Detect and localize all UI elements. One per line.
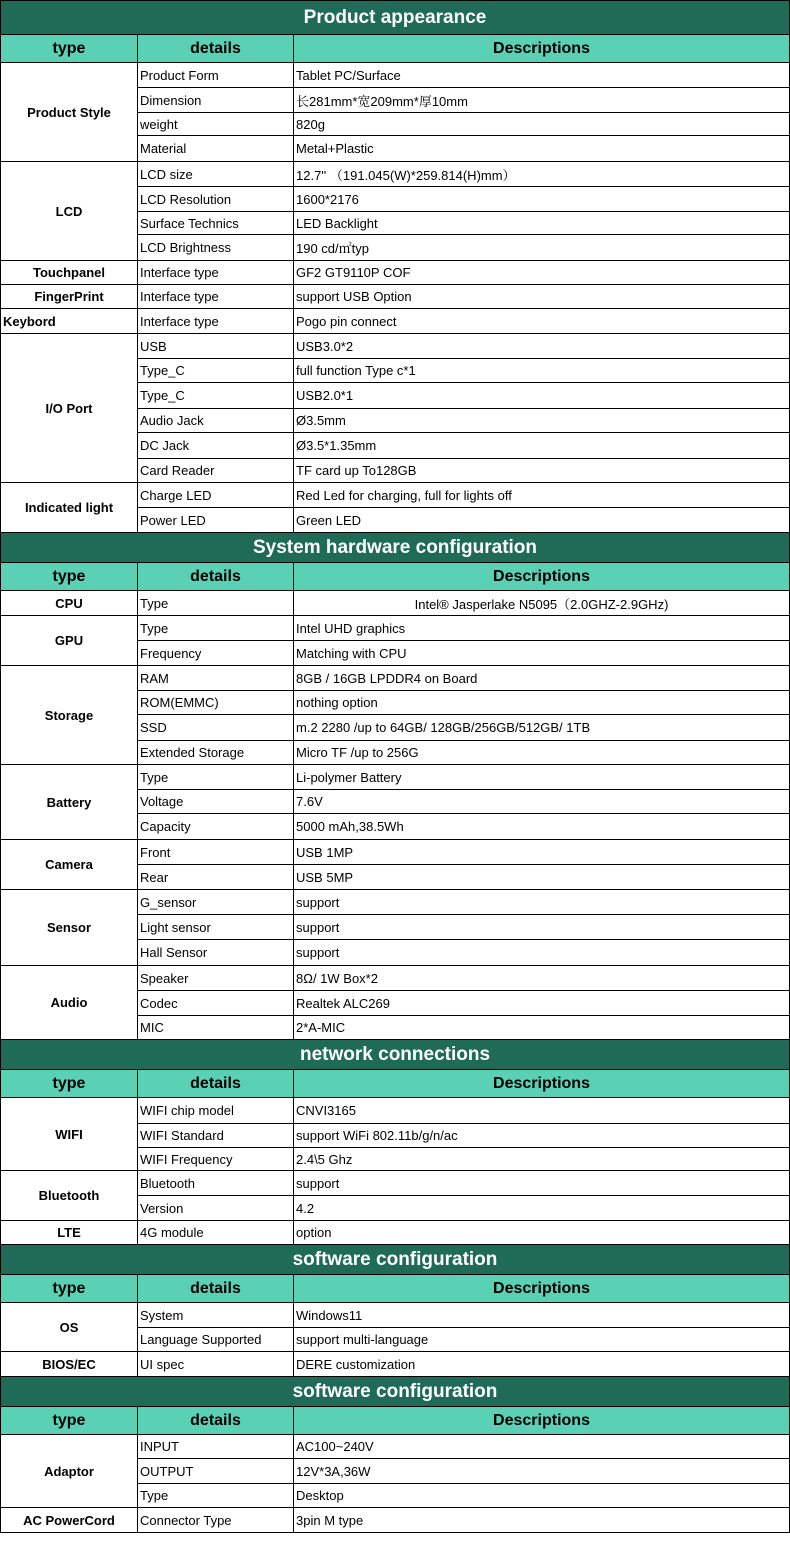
spec-description: support USB Option [294, 285, 790, 309]
spec-detail: Connector Type [138, 1508, 294, 1533]
section-title: network connections [1, 1040, 790, 1070]
spec-detail: System [138, 1303, 294, 1328]
spec-description: Ø3.5mm [294, 409, 790, 433]
spec-description: LED Backlight [294, 212, 790, 235]
spec-description: 5000 mAh,38.5Wh [294, 814, 790, 840]
column-header-type: type [1, 1407, 138, 1435]
spec-description: TF card up To128GB [294, 459, 790, 483]
spec-description: Intel UHD graphics [294, 616, 790, 641]
spec-description: Li-polymer Battery [294, 765, 790, 790]
column-header-type: type [1, 1070, 138, 1098]
column-header-descriptions: Descriptions [294, 1407, 790, 1435]
spec-detail: Voltage [138, 790, 294, 814]
section-title: software configuration [1, 1377, 790, 1407]
spec-detail: RAM [138, 666, 294, 691]
table-row [1, 63, 790, 88]
column-header-row [1, 1070, 790, 1098]
column-header-descriptions: Descriptions [294, 563, 790, 591]
spec-description: USB 1MP [294, 840, 790, 865]
spec-description: support [294, 1171, 790, 1196]
spec-detail: MIC [138, 1016, 294, 1040]
spec-detail: Version [138, 1196, 294, 1221]
column-header-details: details [138, 1275, 294, 1303]
spec-description: 190 cd/㎡typ [294, 235, 790, 261]
spec-description: 3pin M type [294, 1508, 790, 1533]
spec-detail: Interface type [138, 261, 294, 285]
spec-detail: Product Form [138, 63, 294, 88]
spec-description: 12V*3A,36W [294, 1459, 790, 1484]
spec-description: 1600*2176 [294, 187, 790, 212]
spec-description: support WiFi 802.11b/g/n/ac [294, 1124, 790, 1148]
spec-detail: Type [138, 1484, 294, 1508]
table-row [1, 591, 790, 616]
spec-detail: ROM(EMMC) [138, 691, 294, 715]
table-row [1, 261, 790, 285]
spec-table-body [1, 1, 790, 1533]
section-title: System hardware configuration [1, 533, 790, 563]
table-row [1, 162, 790, 187]
spec-detail: Type [138, 616, 294, 641]
column-header-type: type [1, 35, 138, 63]
spec-detail: LCD size [138, 162, 294, 187]
spec-detail: WIFI Frequency [138, 1148, 294, 1171]
spec-description: Micro TF /up to 256G [294, 741, 790, 765]
spec-description: support [294, 915, 790, 940]
column-header-type: type [1, 563, 138, 591]
spec-description: Intel® Jasperlake N5095（2.0GHZ-2.9GHz) [294, 591, 790, 616]
spec-description: GF2 GT9110P COF [294, 261, 790, 285]
column-header-descriptions: Descriptions [294, 1275, 790, 1303]
spec-description: AC100~240V [294, 1435, 790, 1459]
spec-description: Desktop [294, 1484, 790, 1508]
spec-description: option [294, 1221, 790, 1245]
section-title-row [1, 533, 790, 563]
column-header-details: details [138, 1407, 294, 1435]
spec-description: 8Ω/ 1W Box*2 [294, 966, 790, 991]
spec-detail: LCD Resolution [138, 187, 294, 212]
spec-detail: USB [138, 334, 294, 359]
table-row [1, 1171, 790, 1196]
spec-detail: Speaker [138, 966, 294, 991]
spec-category: Indicated light [1, 483, 138, 533]
spec-category: Sensor [1, 890, 138, 966]
section-title: Product appearance [1, 1, 790, 35]
spec-category: WIFI [1, 1098, 138, 1171]
spec-detail: Codec [138, 991, 294, 1016]
spec-detail: Capacity [138, 814, 294, 840]
column-header-row [1, 35, 790, 63]
spec-description: Pogo pin connect [294, 309, 790, 334]
column-header-descriptions: Descriptions [294, 1070, 790, 1098]
spec-description: m.2 2280 /up to 64GB/ 128GB/256GB/512GB/ 1TB [294, 715, 790, 741]
spec-detail: Bluetooth [138, 1171, 294, 1196]
section-title-row [1, 1377, 790, 1407]
column-header-type: type [1, 1275, 138, 1303]
spec-description: Matching with CPU [294, 641, 790, 666]
spec-detail: Type_C [138, 359, 294, 383]
spec-description: 820g [294, 113, 790, 136]
spec-category: OS [1, 1303, 138, 1352]
spec-category: CPU [1, 591, 138, 616]
spec-detail: Type [138, 765, 294, 790]
spec-description: 2*A-MIC [294, 1016, 790, 1040]
spec-description: CNVI3165 [294, 1098, 790, 1124]
spec-category: Bluetooth [1, 1171, 138, 1221]
column-header-details: details [138, 35, 294, 63]
section-title-row [1, 1245, 790, 1275]
spec-detail: Interface type [138, 285, 294, 309]
spec-description: Tablet PC/Surface [294, 63, 790, 88]
spec-description: Ø3.5*1.35mm [294, 433, 790, 459]
table-row [1, 1303, 790, 1328]
spec-description: support [294, 940, 790, 966]
spec-detail: SSD [138, 715, 294, 741]
spec-description: USB2.0*1 [294, 383, 790, 409]
spec-detail: Type_C [138, 383, 294, 409]
column-header-details: details [138, 563, 294, 591]
spec-category: BIOS/EC [1, 1352, 138, 1377]
column-header-row [1, 1275, 790, 1303]
table-row [1, 1098, 790, 1124]
spec-description: USB 5MP [294, 865, 790, 890]
spec-detail: Charge LED [138, 483, 294, 508]
spec-description: Windows11 [294, 1303, 790, 1328]
spec-description: 7.6V [294, 790, 790, 814]
spec-detail: DC Jack [138, 433, 294, 459]
spec-description: 2.4\5 Ghz [294, 1148, 790, 1171]
table-row [1, 966, 790, 991]
spec-detail: Hall Sensor [138, 940, 294, 966]
spec-detail: G_sensor [138, 890, 294, 915]
spec-category: GPU [1, 616, 138, 666]
spec-detail: WIFI Standard [138, 1124, 294, 1148]
table-row [1, 483, 790, 508]
spec-category: LTE [1, 1221, 138, 1245]
spec-category: LCD [1, 162, 138, 261]
spec-category: I/O Port [1, 334, 138, 483]
spec-description: nothing option [294, 691, 790, 715]
spec-description: 12.7'' （191.045(W)*259.814(H)mm） [294, 162, 790, 187]
spec-description: 8GB / 16GB LPDDR4 on Board [294, 666, 790, 691]
spec-detail: Surface Technics [138, 212, 294, 235]
spec-description: full function Type c*1 [294, 359, 790, 383]
table-row [1, 840, 790, 865]
table-row [1, 1352, 790, 1377]
spec-detail: Interface type [138, 309, 294, 334]
spec-category: Adaptor [1, 1435, 138, 1508]
spec-description: 长281mm*宽209mm*厚10mm [294, 88, 790, 113]
spec-category: Audio [1, 966, 138, 1040]
spec-detail: Dimension [138, 88, 294, 113]
table-row [1, 616, 790, 641]
spec-detail: Material [138, 136, 294, 162]
spec-description: Red Led for charging, full for lights off [294, 483, 790, 508]
spec-category: Touchpanel [1, 261, 138, 285]
table-row [1, 309, 790, 334]
spec-description: 4.2 [294, 1196, 790, 1221]
section-title-row [1, 1, 790, 35]
spec-category: Storage [1, 666, 138, 765]
spec-description: DERE customization [294, 1352, 790, 1377]
column-header-descriptions: Descriptions [294, 35, 790, 63]
table-row [1, 890, 790, 915]
column-header-row [1, 1407, 790, 1435]
table-row [1, 1508, 790, 1533]
spec-detail: Light sensor [138, 915, 294, 940]
spec-detail: LCD Brightness [138, 235, 294, 261]
spec-detail: Frequency [138, 641, 294, 666]
spec-description: Realtek ALC269 [294, 991, 790, 1016]
table-row [1, 334, 790, 359]
spec-detail: Card Reader [138, 459, 294, 483]
spec-detail: INPUT [138, 1435, 294, 1459]
table-row [1, 1435, 790, 1459]
spec-category: Battery [1, 765, 138, 840]
spec-detail: WIFI chip model [138, 1098, 294, 1124]
spec-detail: UI spec [138, 1352, 294, 1377]
spec-detail: 4G module [138, 1221, 294, 1245]
column-header-details: details [138, 1070, 294, 1098]
spec-detail: Type [138, 591, 294, 616]
spec-detail: Rear [138, 865, 294, 890]
column-header-row [1, 563, 790, 591]
table-row [1, 765, 790, 790]
spec-category: FingerPrint [1, 285, 138, 309]
spec-detail: weight [138, 113, 294, 136]
spec-description: USB3.0*2 [294, 334, 790, 359]
spec-detail: Power LED [138, 508, 294, 533]
spec-category: AC PowerCord [1, 1508, 138, 1533]
spec-description: Metal+Plastic [294, 136, 790, 162]
spec-description: support [294, 890, 790, 915]
spec-description: Green LED [294, 508, 790, 533]
spec-detail: Extended Storage [138, 741, 294, 765]
table-row [1, 1221, 790, 1245]
table-row [1, 666, 790, 691]
table-row [1, 285, 790, 309]
spec-category: Camera [1, 840, 138, 890]
spec-detail: Language Supported [138, 1328, 294, 1352]
spec-category: Product Style [1, 63, 138, 162]
spec-detail: Front [138, 840, 294, 865]
spec-category: Keybord [1, 309, 138, 334]
spec-detail: OUTPUT [138, 1459, 294, 1484]
spec-detail: Audio Jack [138, 409, 294, 433]
section-title: software configuration [1, 1245, 790, 1275]
section-title-row [1, 1040, 790, 1070]
spec-description: support multi-language [294, 1328, 790, 1352]
